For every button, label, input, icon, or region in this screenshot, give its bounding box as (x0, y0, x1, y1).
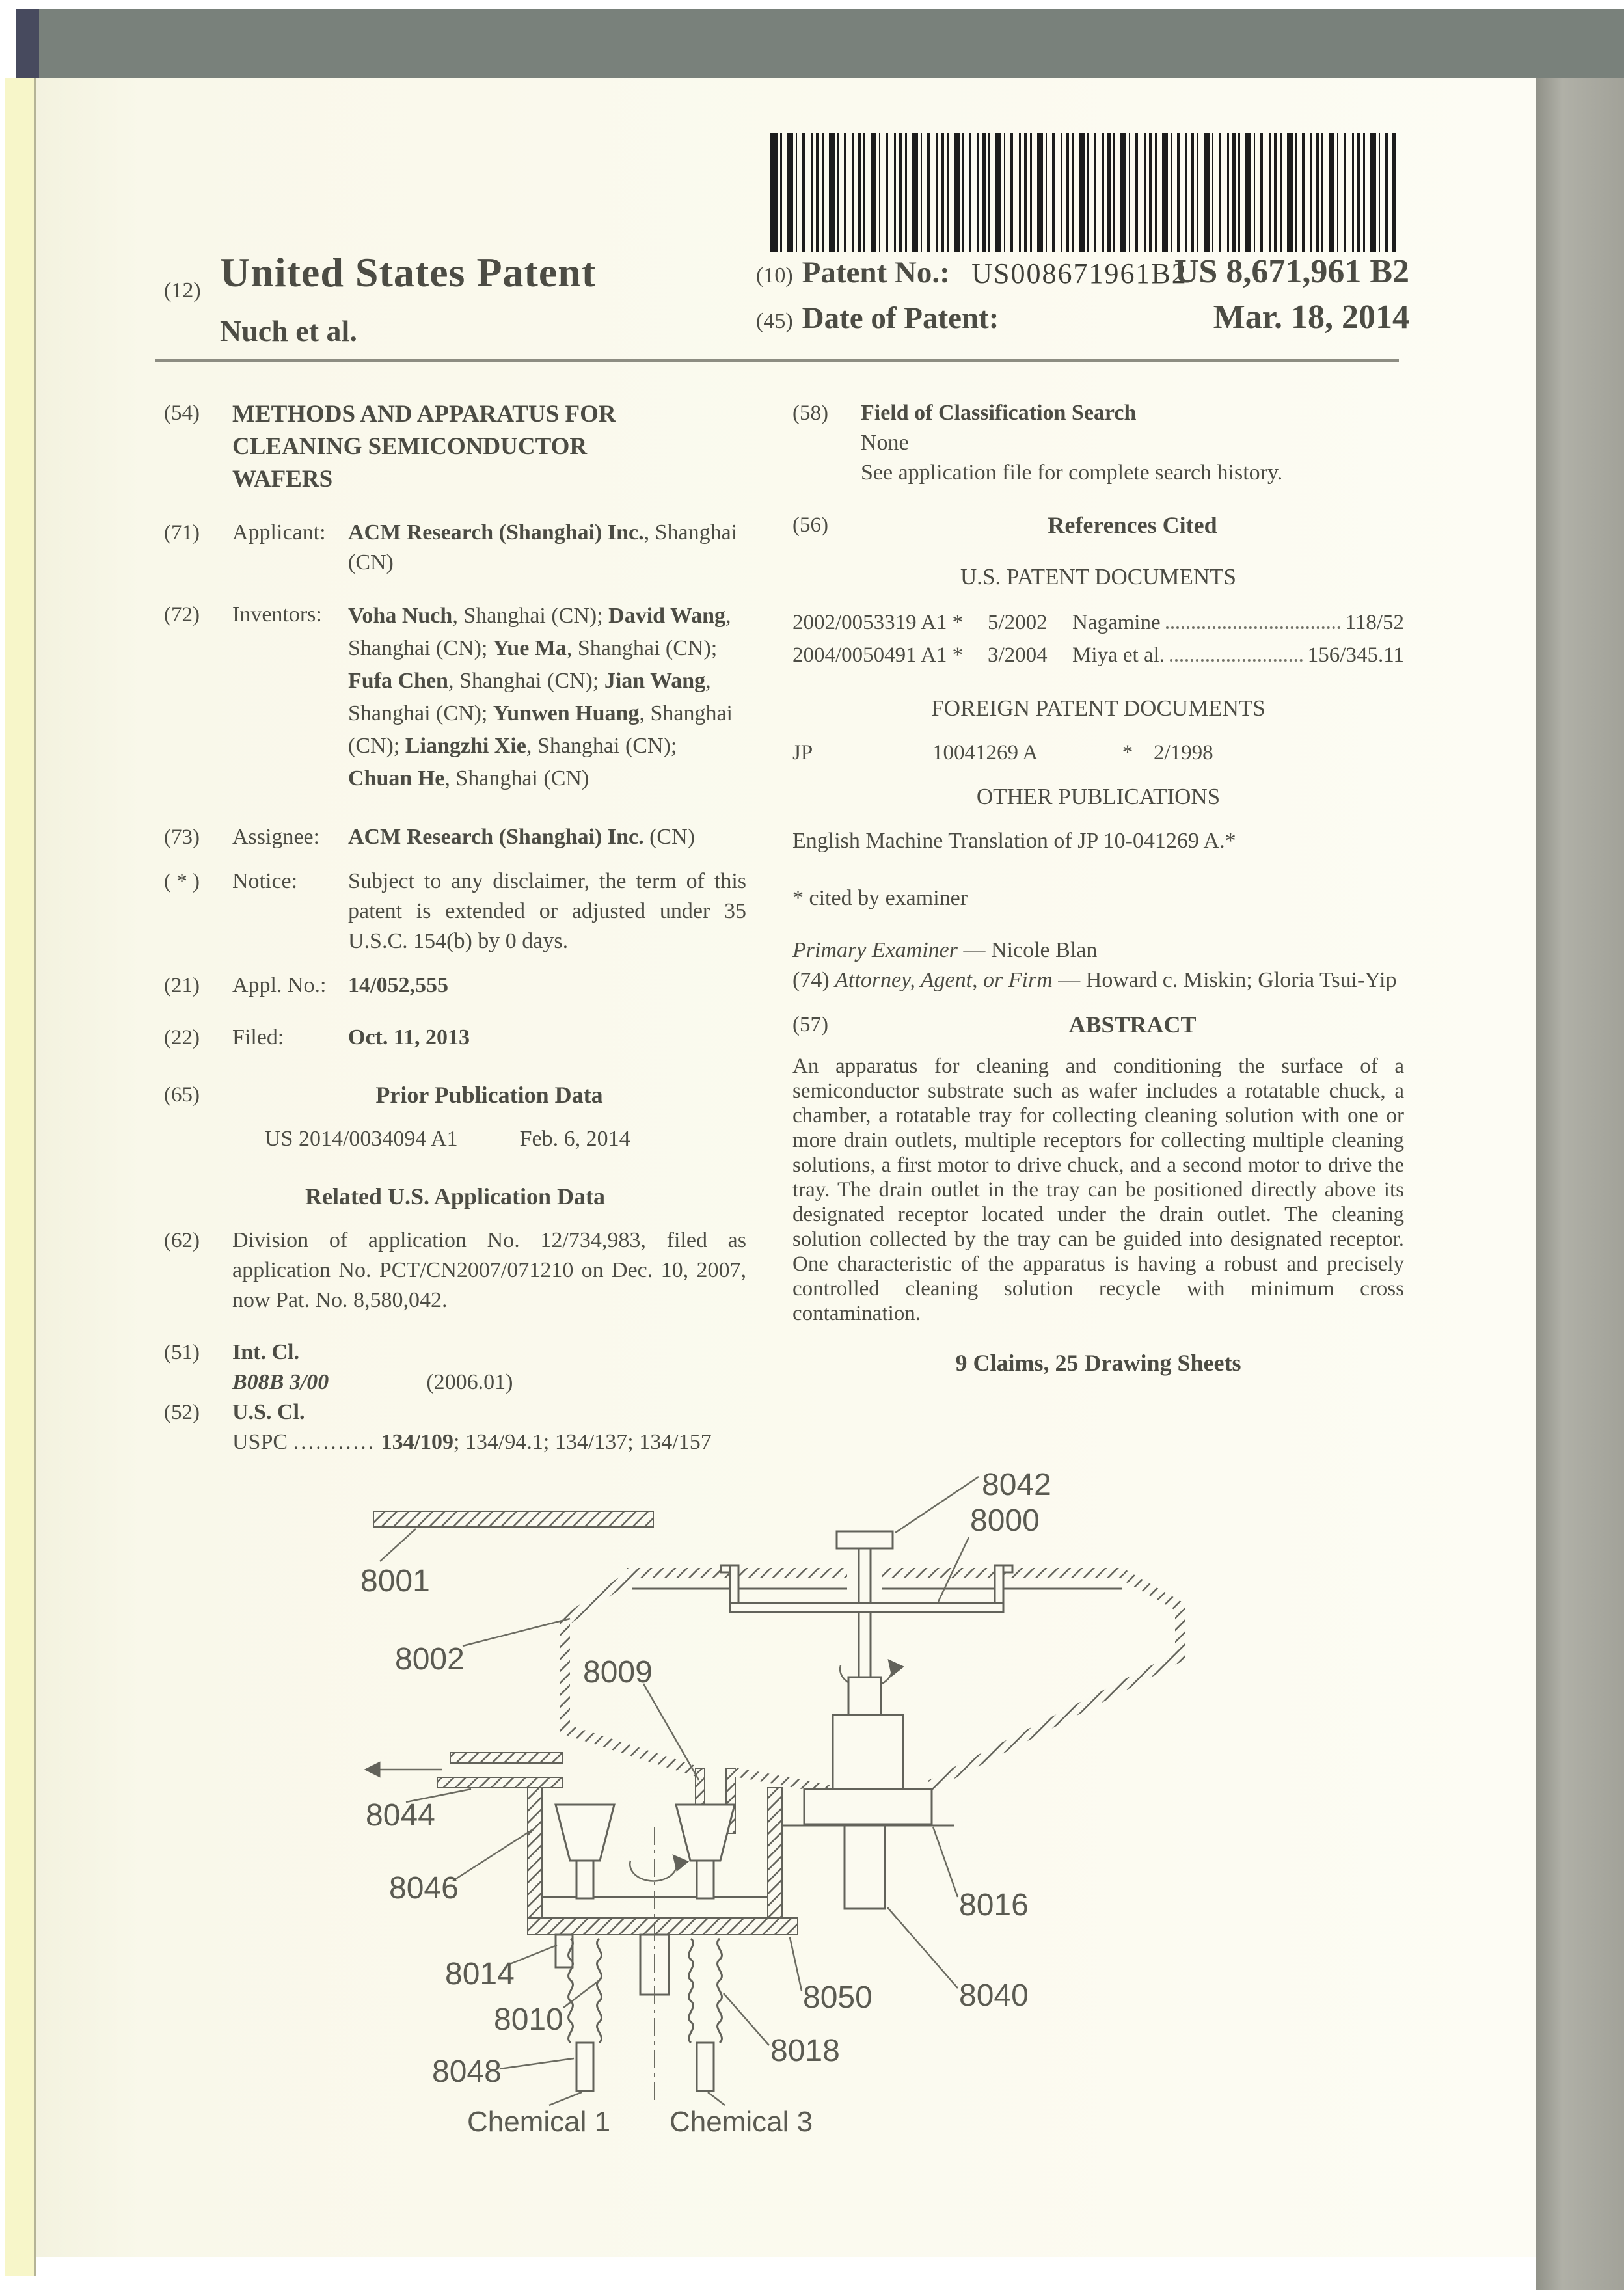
claims-sheets-line: 9 Claims, 25 Drawing Sheets (955, 1350, 1241, 1376)
us-reference-row (792, 606, 1404, 639)
assignee-label: Assignee: (232, 825, 320, 849)
field-22-number: (22) (164, 1026, 200, 1049)
field-52-number: (52) (164, 1401, 200, 1424)
field-54-number: (54) (164, 401, 200, 425)
field-72-inventors (164, 600, 746, 795)
foreign-reference-row (792, 738, 1404, 768)
left-nozzle-stem (576, 1861, 593, 1898)
field-62-division (164, 1226, 746, 1315)
field-62-number: (62) (164, 1229, 200, 1252)
field-58-classification (792, 398, 1404, 488)
leader-8042 (895, 1477, 979, 1533)
figure-label-8014: 8014 (445, 1957, 515, 1991)
field-72-number: (72) (164, 603, 200, 626)
figure-label-8042: 8042 (982, 1468, 1051, 1502)
spindle-cap (837, 1531, 893, 1548)
date-of-patent-value: Mar. 18, 2014 (1213, 299, 1409, 336)
field-number-10: (10) (756, 263, 793, 288)
motor-body (804, 1789, 932, 1824)
ref-name: Nagamine (1072, 611, 1161, 634)
figure-label-8046: 8046 (389, 1871, 459, 1906)
field-notice (164, 867, 746, 956)
leader-8016 (933, 1827, 958, 1897)
chemical1-pipe (576, 2043, 593, 2091)
ref-dot-leader (1166, 626, 1340, 629)
foreign-country: JP (792, 741, 813, 764)
cup-right-wall (768, 1788, 782, 1933)
int-cl-label: Int. Cl. (232, 1340, 299, 1364)
field-of-search-label: Field of Classification Search (861, 401, 1137, 425)
attorney-text: Attorney, Agent, or Firm — Howard c. Miskin; Gloria Tsui-Yip (835, 968, 1397, 992)
filed-value: Oct. 11, 2013 (348, 1025, 470, 1049)
patent-number-row (756, 252, 1409, 291)
figure-label-8050: 8050 (803, 1980, 873, 2015)
chuck-left-flange (730, 1565, 738, 1603)
leader-8002 (463, 1619, 570, 1646)
chuck-right-flange (995, 1565, 1003, 1603)
assignee-value: ACM Research (Shanghai) Inc. (CN) (348, 825, 695, 849)
ref-dot-leader (1170, 659, 1303, 662)
lid-bar (373, 1511, 653, 1527)
field-number-45: (45) (756, 309, 793, 333)
ref-doc-number: 2002/0053319 A1 * (792, 611, 964, 634)
ref-class: 118/52 (1345, 611, 1404, 634)
right-bellows (689, 1939, 694, 2043)
field-21-number: (21) (164, 974, 200, 997)
ref-date: 5/2002 (988, 611, 1048, 634)
filed-label: Filed: (232, 1025, 284, 1049)
leader-8048 (500, 2058, 574, 2069)
foreign-patent-documents-heading: FOREIGN PATENT DOCUMENTS (931, 695, 1265, 721)
us-cl-label: U.S. Cl. (232, 1400, 305, 1424)
figure-label-8001: 8001 (360, 1564, 430, 1598)
spindle-collar (848, 1677, 881, 1715)
barcode (770, 133, 1396, 252)
spindle-housing (833, 1715, 903, 1789)
chemical3-pipe (697, 2043, 714, 2091)
leader-8046 (453, 1828, 535, 1881)
ref-doc-number: 2004/0050491 A1 * (792, 643, 964, 667)
header-divider (155, 359, 1399, 362)
figure-label-chemical-3: Chemical 3 (670, 2106, 813, 2138)
figure-label-8016: 8016 (959, 1888, 1029, 1922)
wafer-chuck-plate (730, 1603, 1003, 1612)
cup-left-wall (528, 1788, 542, 1933)
leader-8018 (724, 1993, 769, 2045)
other-publications-heading: OTHER PUBLICATIONS (976, 784, 1221, 809)
scan-top-bar-dark-end (16, 9, 39, 86)
date-of-patent-label: Date of Patent: (802, 301, 999, 335)
int-cl-class-row (164, 1367, 746, 1397)
field-56-references (792, 510, 1404, 540)
notice-label: Notice: (232, 869, 298, 893)
figure-label-8000: 8000 (970, 1503, 1040, 1538)
notice-asterisk: ( * ) (164, 870, 200, 893)
right-column (792, 398, 1404, 1378)
chuck-left-lip (721, 1565, 730, 1572)
figure-label-8044: 8044 (366, 1798, 435, 1833)
right-nozzle-stem (697, 1861, 714, 1898)
appl-no-value: 14/052,555 (348, 973, 448, 997)
field-57-number: (57) (792, 1013, 828, 1036)
primary-examiner-line: Primary Examiner — Nicole Blan (792, 938, 1098, 962)
inventors-value: Voha Nuch, Shanghai (CN); David Wang, Shanghai (CN); Yue Ma, Shanghai (CN); Fufa Chen, Shanghai (CN); Jian Wang, Shanghai (CN); Yunwen Huang, Shanghai (CN); Liangzhi Xie, Shanghai (CN); Chuan He, Shanghai (CN) (348, 604, 733, 790)
field-of-search-block (861, 398, 1404, 488)
figure-label-8009: 8009 (583, 1655, 653, 1690)
patent-figure (276, 1404, 1421, 2152)
leader-8050 (790, 1937, 802, 1991)
bottom-slope (735, 1772, 834, 1790)
abstract-text: An apparatus for cleaning and conditioning the surface of a semiconductor substrate such as wafer includes a rotatable chuck, a chamber, a rotatable tray for collecting cleaning solution with one or more drain outlets, multiple receptors for collecting multiple cleaning solutions, a first motor to drive chuck, and a second motor to drive the tray. The drain outlet in the tray can be positioned directly above its designated receptor located under the drain outlet. The cleaning solution collected by the tray can be guided into designated receptor. One characteristic of the apparatus is having a robust and precisely controlled cleaning solution recycle with minimum cross contamination. (792, 1055, 1404, 1325)
foreign-star: * (1122, 741, 1133, 764)
right-bellows (718, 1939, 722, 2043)
abstract-heading: ABSTRACT (1068, 1012, 1197, 1038)
cup-bottom (528, 1918, 798, 1935)
foreign-date: 2/1998 (1154, 741, 1213, 764)
field-58-number: (58) (792, 401, 828, 425)
inventors-label: Inventors: (232, 602, 322, 626)
scan-top-bar (16, 9, 1624, 78)
field-number-12: (12) (164, 278, 201, 303)
foreign-doc-number: 10041269 A (932, 741, 1038, 764)
prior-publication-heading: Prior Publication Data (375, 1082, 603, 1108)
int-cl-class: B08B 3/00 (2006.01) (232, 1370, 513, 1394)
applicant-value: ACM Research (Shanghai) Inc., Shanghai (CN) (348, 520, 738, 574)
notice-text: Subject to any disclaimer, the term of this patent is extended or adjusted under 35 U.S.C. 154(b) by 0 days. (348, 869, 746, 953)
references-cited-heading: References Cited (1048, 512, 1217, 538)
applicant-label: Applicant: (232, 520, 326, 545)
ref-date: 3/2004 (988, 643, 1048, 667)
patent-front-page (36, 78, 1536, 2257)
field-56-number: (56) (792, 513, 828, 537)
field-65-prior-pub (164, 1080, 746, 1110)
leader-chemical3 (708, 2092, 725, 2105)
field-21-appl-no (164, 971, 746, 1001)
inventor-byline: Nuch et al. (220, 314, 357, 347)
left-column (164, 398, 746, 1457)
us-reference-row (792, 639, 1404, 671)
scan-left-edge (5, 78, 36, 2276)
leader-8014 (508, 1945, 557, 1965)
appl-no-label: Appl. No.: (232, 973, 327, 997)
cited-by-examiner-note: * cited by examiner (792, 886, 968, 910)
field-51-number: (51) (164, 1341, 200, 1364)
leader-8040 (887, 1907, 958, 1988)
field-of-search-none: None (861, 431, 909, 455)
field-57-abstract (792, 1010, 1404, 1040)
motor-cylinder (845, 1825, 885, 1909)
other-publication-line: English Machine Translation of JP 10-041269 A.* (792, 829, 1236, 853)
field-74-number: (74) (792, 968, 830, 992)
field-73-number: (73) (164, 826, 200, 849)
patent-date-row (756, 298, 1409, 336)
field-of-search-note: See application file for complete search history. (861, 461, 1283, 485)
ref-class: 156/345.11 (1307, 643, 1404, 667)
field-71-number: (71) (164, 521, 200, 545)
division-text: Division of application No. 12/734,983, filed as application No. PCT/CN2007/071210 on Dec. 10, 2007, now Pat. No. 8,580,042. (232, 1228, 746, 1312)
figure-label-8002: 8002 (395, 1642, 465, 1677)
figure-label-8018: 8018 (770, 2034, 840, 2068)
us-patent-documents-heading: U.S. PATENT DOCUMENTS (960, 564, 1236, 589)
drain-pipe-bottom (437, 1777, 562, 1788)
chuck-right-lip (1003, 1565, 1012, 1572)
invention-title: METHODS AND APPARATUS FOR CLEANING SEMICONDUCTOR WAFERS (232, 401, 616, 492)
field-51-int-cl (164, 1338, 746, 1367)
rotation-arrow-cup (630, 1855, 677, 1881)
field-54-title (164, 398, 746, 496)
page-title: United States Patent (220, 249, 597, 295)
leader-8001 (380, 1529, 416, 1561)
leader-chemical1 (549, 2092, 582, 2105)
patent-no-label: Patent No.: (802, 256, 950, 290)
right-nozzle (676, 1805, 735, 1861)
attorney-line (792, 965, 1404, 995)
field-65-number: (65) (164, 1083, 200, 1107)
field-73-assignee (164, 822, 746, 852)
prior-publication-line: US 2014/0034094 A1 Feb. 6, 2014 (265, 1127, 630, 1151)
drain-pipe-top (450, 1753, 562, 1763)
left-nozzle (556, 1805, 614, 1861)
barcode-text: US008671961B2 (971, 258, 1187, 290)
field-22-filed (164, 1023, 746, 1053)
figure-label-8048: 8048 (432, 2054, 502, 2089)
figure-label-8010: 8010 (494, 2002, 563, 2037)
field-71-applicant (164, 518, 746, 578)
figure-label-8040: 8040 (959, 1978, 1029, 2013)
uspc-classes: USPC ........... 134/109; 134/94.1; 134/137; 134/157 (232, 1430, 712, 1454)
scan-right-edge (1536, 78, 1624, 2290)
patent-no-value: US 8,671,961 B2 (1174, 253, 1409, 290)
ref-name: Miya et al. (1072, 643, 1165, 667)
figure-label-chemical-1: Chemical 1 (467, 2106, 611, 2138)
left-bellows (597, 1939, 602, 2043)
related-application-heading: Related U.S. Application Data (304, 1183, 606, 1209)
